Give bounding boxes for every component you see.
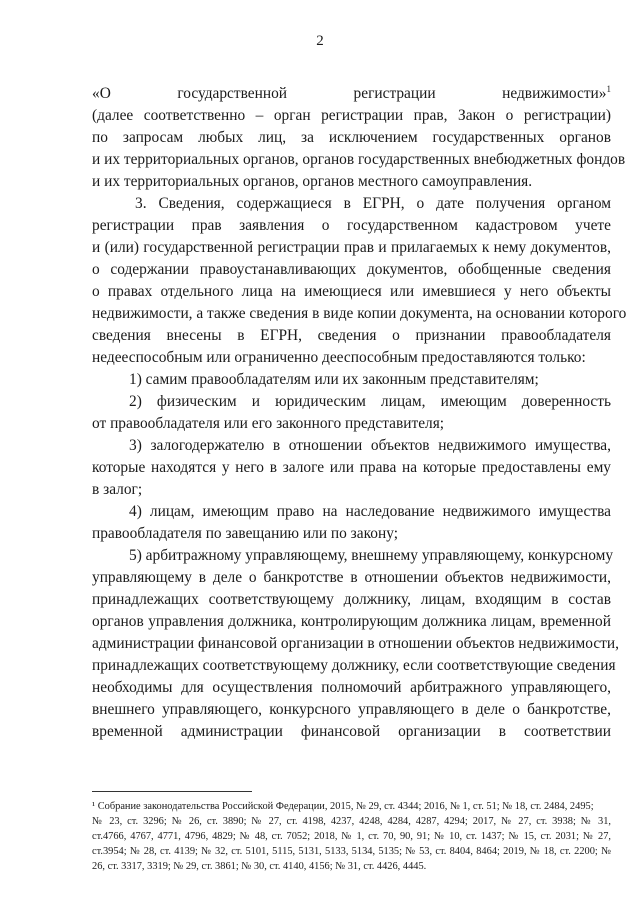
- footnote-line: № 23, ст. 3296; № 26, ст. 3890; № 27, ст. 4198, 4237, 4248, 4284, 4287, 4294; 2017, № 27, ст. 3938; № 31,: [92, 816, 611, 827]
- list-item: 5) арбитражному управляющему, внешнему управляющему, конкурсному: [129, 547, 614, 564]
- body-line: по запросам любых лиц, за исключением государственных органов: [92, 129, 611, 146]
- body-line: сведения внесены в ЕГРН, сведения о признании правообладателя: [92, 327, 611, 344]
- body-line: недвижимости, а также сведения в виде копии документа, на основании которого: [92, 305, 627, 322]
- body-line: временной администрации финансовой организации в соответствии: [92, 723, 611, 740]
- body-line: в залог;: [92, 481, 143, 498]
- body-line: необходимы для осуществления полномочий арбитражного управляющего,: [92, 679, 611, 696]
- body-line: и их территориальных органов, органов местного самоуправления.: [92, 173, 533, 190]
- body-line: и их территориальных органов, органов государственных внебюджетных фондов: [92, 151, 626, 168]
- body-line: внешнего управляющего, конкурсного управляющего в деле о банкротстве,: [92, 701, 611, 718]
- body-line: (далее соответственно – орган регистрации прав, Закон о регистрации): [92, 107, 611, 124]
- body-line: управляющему в деле о банкротстве в отношении объектов недвижимости,: [92, 569, 611, 586]
- body-line: регистрации прав заявления о государственном кадастровом учете: [92, 217, 611, 234]
- list-item: 1) самим правообладателям или их законным представителям;: [129, 371, 539, 388]
- page-number: 2: [316, 33, 324, 49]
- footnote-line: ст.3954; № 28, ст. 4139; № 32, ст. 5101, 5115, 5131, 5133, 5134, 5135; № 53, ст. 8404, 8464; 2019, № 18, ст. 2200; №: [92, 846, 611, 857]
- body-line: недееспособным или ограниченно дееспособным предоставляются только:: [92, 349, 586, 366]
- list-item: 3) залогодержателю в отношении объектов недвижимого имущества,: [129, 437, 611, 454]
- body-line: правообладателя по завещанию или по закону;: [92, 525, 398, 542]
- list-item: 4) лицам, имеющим право на наследование недвижимого имущества: [129, 503, 611, 520]
- list-item: 2) физическим и юридическим лицам, имеющим доверенность: [129, 393, 611, 410]
- body-line: которые находятся у него в залоге или права на которые предоставлены ему: [92, 459, 611, 476]
- body-line: органов управления должника, контролирующим должника лицам, временной: [92, 613, 611, 630]
- body-line: администрации финансовой организации в отношении объектов недвижимости,: [92, 635, 619, 652]
- footnote-line: ст.4766, 4767, 4771, 4796, 4829; № 48, ст. 7052; 2018, № 1, ст. 70, 90, 91; № 10, ст. 1437; № 15, ст. 2031; № 27,: [92, 831, 611, 842]
- body-line: о содержании правоустанавливающих документов, обобщенные сведения: [92, 261, 611, 278]
- body-line: от правообладателя или его законного представителя;: [92, 415, 445, 432]
- body-line: «О государственной регистрации недвижимости»$^1$: [92, 83, 611, 102]
- footnote-divider: [92, 791, 252, 792]
- body-line: и (или) государственной регистрации прав и прилагаемых к нему документов,: [92, 239, 611, 256]
- body-line: принадлежащих соответствующему должнику, если соответствующие сведения: [92, 657, 616, 674]
- footnote-marker: 1: [606, 83, 611, 94]
- footnote-line: 26, ст. 3317, 3319; № 29, ст. 3861; № 30, ст. 4140, 4156; № 31, ст. 4426, 4445.: [92, 861, 427, 872]
- body-line: о правах отдельного лица на имеющиеся или имевшиеся у него объекты: [92, 283, 611, 300]
- body-line: принадлежащих соответствующему должнику, лицам, входящим в состав: [92, 591, 611, 608]
- footnote-line: ¹ Собрание законодательства Российской Федерации, 2015, № 29, ст. 4344; 2016, № 1, ст. 51; № 18, ст. 2484, 2495;: [92, 801, 594, 812]
- body-line: 3. Сведения, содержащиеся в ЕГРН, о дате получения органом: [135, 195, 611, 212]
